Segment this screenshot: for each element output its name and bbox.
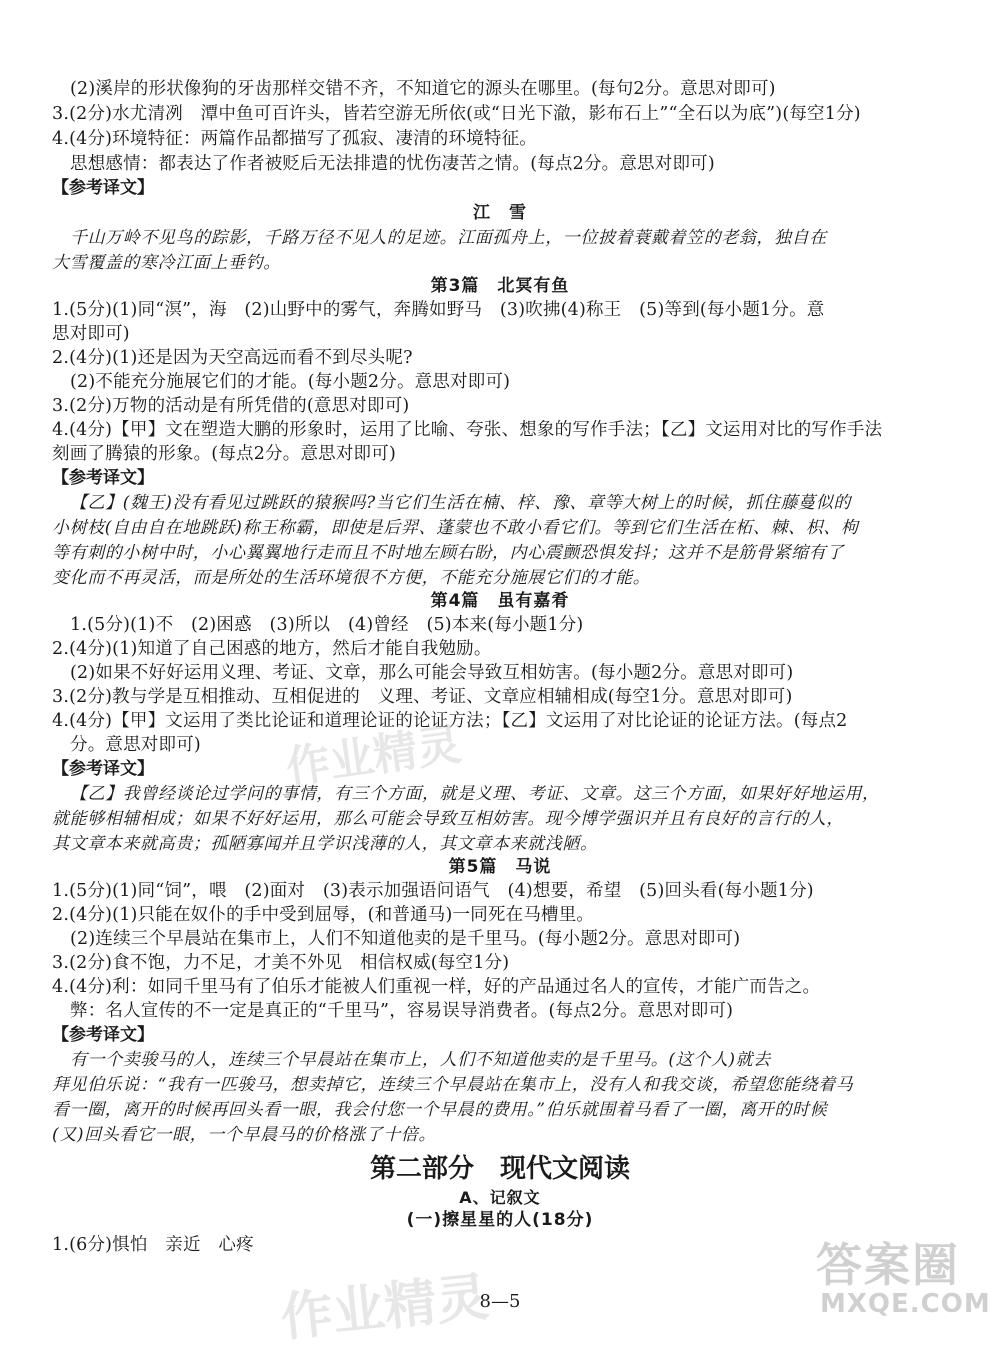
translation-line: 【乙】我曾经谈论过学问的事情，有三个方面，就是义理、考证、文章。这三个方面，如果好好地运用， [70,784,880,804]
reference-translation-heading: 【参考译文】 [52,468,154,488]
translation-line: 看一圈，离开的时候再回头看一眼，我会付您一个早晨的费用。”伯乐就围着马看了一圈，离开的时候 [52,1100,828,1120]
site-logo [816,1227,991,1319]
text-line: 1.(6分)惧怕 亲近 心疼 [52,1235,254,1255]
text-line: 3.(2分)万物的活动是有所凭借的(意思对即可) [52,396,410,416]
text-line: 1.(5分)(1)同“溟”，海 (2)山野中的雾气，奔腾如野马 (3)吹拂(4)称王 (5)等到(每小题1分。意 [52,300,825,320]
text-line: 弊：名人宣传的不一定是真正的“千里马”，容易误导消费者。(每点2分。意思对即可) [70,1001,734,1021]
section-title-5: 第5篇 马说 [448,857,552,877]
translation-line: 就能够相辅相成；如果不好好运用，那么可能会导致互相妨害。现今博学强识并且有良好的言行的人， [52,809,844,829]
text-line: 4.(4分)环境特征：两篇作品都描写了孤寂、凄清的环境特征。 [52,129,537,149]
part-title: 第二部分 现代文阅读 [369,1154,630,1184]
page-number: 8—5 [479,1291,521,1312]
text-line: 2.(4分)(1)还是因为天空高远而看不到尽头呢? [52,348,413,368]
text-line: (2)如果不好好运用义理、考证、文章，那么可能会导致互相妨害。(每小题2分。意思对即可) [70,663,794,683]
text-line: 4.(4分)利：如同千里马有了伯乐才能被人们重视一样，好的产品通过名人的宣传，才能广而告之。 [52,977,821,997]
translation-line: 大雪覆盖的寒冷江面上垂钓。 [52,253,281,273]
watermark-text: 作业精灵 [282,718,465,794]
passage-title: (一)擦星星的人(18分) [406,1210,594,1230]
text-line: 分。意思对即可) [70,735,201,755]
text-line: 2.(4分)(1)知道了自己困惑的地方，然后才能自我勉励。 [52,639,492,659]
text-line: 思想感情：都表达了作者被贬后无法排遣的忧伤凄苦之情。(每点2分。意思对即可) [70,154,715,174]
subsection-title: A、记叙文 [459,1188,541,1207]
text-line: 1.(5分)(1)同“饲”，喂 (2)面对 (3)表示加强语问语气 (4)想要，希望 (5)回头看(每小题1分) [52,881,814,901]
text-line: 3.(2分)教与学是互相推动、互相促进的 义理、考证、文章应相辅相成(每空1分。意思对即可) [52,687,793,707]
translation-line: 千山万岭不见鸟的踪影，千路万径不见人的足迹。江面孤舟上，一位披着蓑戴着笠的老翁，独自在 [70,228,827,248]
translation-line: 拜见伯乐说：“我有一匹骏马，想卖掉它，连续三个早晨站在集市上，没有人和我交谈，希望您能绕着马 [52,1075,854,1095]
reference-translation-heading: 【参考译文】 [52,178,154,198]
text-line: 刻画了腾猿的形象。(每点2分。意思对即可) [52,444,396,464]
reference-translation-heading: 【参考译文】 [52,1025,154,1045]
text-line: 3.(2分)水尤清冽 潭中鱼可百许头，皆若空游无所依(或“日光下澈，影布石上”“全石以为底”)(每空1分) [52,104,861,124]
text-line: (2)不能充分施展它们的才能。(每小题2分。意思对即可) [70,372,511,392]
text-line: 4.(4分)【甲】文在塑造大鹏的形象时，运用了比喻、夸张、想象的写作手法；【乙】文运用对比的写作手法 [52,420,883,440]
reference-translation-heading: 【参考译文】 [52,759,154,779]
translation-line: 【乙】(魏王)没有看见过跳跃的猿猴吗?当它们生活在楠、梓、豫、章等大树上的时候，抓住藤蔓似的 [70,493,851,513]
text-line: 2.(4分)(1)只能在奴仆的手中受到屈辱，(和普通马)一同死在马槽里。 [52,905,595,925]
text-line: 1.(5分)(1)不 (2)困惑 (3)所以 (4)曾经 (5)本来(每小题1分) [70,615,584,635]
translation-line: 变化而不再灵活，而是所处的生活环境很不方便，不能充分施展它们的才能。 [52,568,651,588]
section-title-jiangxue: 江 雪 [473,203,527,223]
text-line: (2)溪岸的形状像狗的牙齿那样交错不齐，不知道它的源头在哪里。(每句2分。意思对即可) [70,79,776,99]
text-line: 思对即可) [52,324,130,344]
section-title-4: 第4篇 虽有嘉肴 [430,591,570,611]
logo-mark: 答案圈 [816,1238,960,1292]
translation-line: 有一个卖骏马的人，连续三个早晨站在集市上，人们不知道他卖的是千里马。(这个人)就去 [70,1050,771,1070]
text-line: (2)连续三个早晨站在集市上，人们不知道他卖的是千里马。(每小题2分。意思对即可) [70,929,741,949]
translation-line: 小树枝(自由自在地跳跃)称王称霸，即使是后羿、蓬蒙也不敢小看它们。等到它们生活在柘、棘、枳、枸 [52,518,859,538]
translation-line: 等有刺的小树中时，小心翼翼地行走而且不时地左顾右盼，内心震颤恐惧发抖；这并不是筋骨紧缩有了 [52,543,844,563]
text-line: 3.(2分)食不饱，力不足，才美不外见 相信权威(每空1分) [52,953,510,973]
section-title-3: 第3篇 北冥有鱼 [430,276,570,296]
logo-url: MXQE.COM [820,1289,991,1319]
translation-line: 其文章本来就高贵；孤陋寡闻并且学识浅薄的人，其文章本来就浅陋。 [52,834,598,854]
watermark-text: 作业精灵 [277,1266,492,1349]
translation-line: (又)回头看它一眼，一个早晨马的价格涨了十倍。 [52,1125,437,1145]
text-line: 4.(4分)【甲】文运用了类比论证和道理论证的论证方法；【乙】文运用了对比论证的论证方法。(每点2 [52,711,848,731]
